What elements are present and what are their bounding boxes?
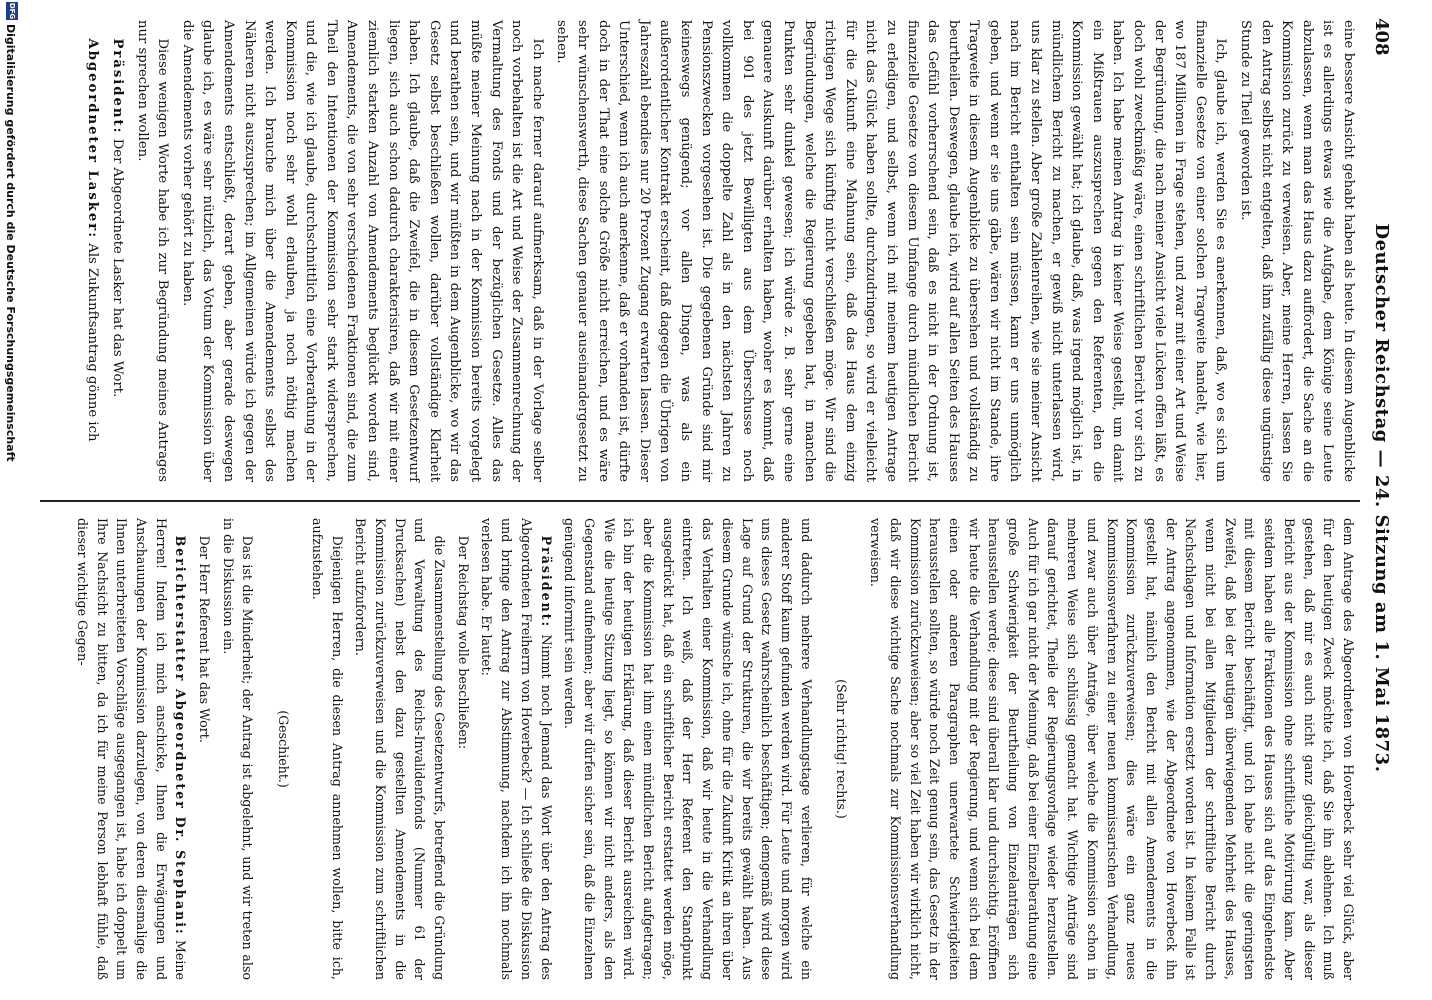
motion-text: Der Reichstag wolle beschließen: bbox=[455, 535, 471, 750]
column-divider bbox=[40, 500, 1360, 502]
paragraph: Das ist die Minderheit; der Antrag ist abgelehnt, und wir treten also in die Diskussion ein. bbox=[220, 518, 256, 980]
right-column bbox=[68, 518, 1358, 980]
paragraph: Ich, glaube ich, werden Sie es anerkennen, daß, wo es sich um finanzielle Gesetze von einer solchen Tragweite handelt, wie hier, wo 187 Millionen in Frage stehen, und zwar mit einer Art und Weise der Begründung, die nach meiner Ansicht viele Lücken offen läßt, es doch wohl zweckmäßig wäre, einen schriftlichen Bericht vor sich zu haben. Ich habe meinen Antrag in keiner Weise gestellt, um damit ein Mißtrauen auszusprechen gegen den Referenten, den die Kommission gewählt hat; ich glaube, daß, was irgend möglich ist, in mündlichem Bericht zu machen, er gewiß nicht unterlassen wird, uns klar zu stellen. Aber große Zahlenreihen, wie sie meiner Ansicht nach im Bericht enthalten sein müssen, kann er uns unmöglich geben, und wenn er sie uns gäbe, wären wir nicht im Stande, ihre Tragweite in diesem Augenblicke zu übersehen und vollständig zu beurtheilen. Deswegen, glaube ich, wird auf allen Seiten des Hauses das Gefühl vorherrschend sein, daß es nicht in der Ordnung ist, finanzielle Gesetze von diesem Umfange durch mündlichen Bericht zu erledigen, und selbst, wenn ich mit meinem heutigen Antrage nicht das Glück haben sollte, durchzudringen, so wird er vielleicht für die Zukunft eine Mahnung sein, daß das Haus dem einzig richtigen Wege sich künftig nicht verschließen möge. Wir sind die Begründungen, welche die Regierung gegeben hat, in manchen Punkten sehr dunkel gewesen; ich würde z. B. sehr gerne eine genauere Auskunft darüber erhalten haben, woher es kommt, daß bei 901 des jetzt Bewilligten aus dem Überschusse noch vollkommen die doppelte Zahl als in den nächsten Jahren zu Pensionszwecken vorgesehen ist. Die gegebenen Gründe sind mir keineswegs genügend; vor allen Dingen, was als ein außerordentlicher Kontrakt erscheint, daß dagegen die Übrigen von Jahreszahl ebendies nur 20 Prozent Zugang erwarten lassen. Dieser Unterschied, wenn ich auch anerkenne, daß er vorhanden ist, dürfte doch in der That eine solche Größe nicht erreichen, und es wäre sehr wünschenswerth, diese Sachen genauer auseinandergesetzt zu sehen. bbox=[554, 20, 1229, 482]
paragraph: Ich mache ferner darauf aufmerksam, daß in der Vorlage selber noch vorbehalten ist die Art und Weise der Zusammenrechnung der Vermaltung des Fonds und der bezüglichen Gesetze. Alles das müßte meiner Meinung nach in der Kommission bereits vorgelegt und berathen sein, und wir müßten in dem Augenblicke, wo wir das Gesetz selbst beschließen wollen, darüber vollständige Klarheit haben. Ich glaube, daß die Zweifel, die in diesem Gesetzentwurf liegen, sich auch schon dadurch charakterisiren, daß wir mit einer ziemlich starken Anzahl von Amendements beglückt worden sind, Amendements, die von sehr verschiedenen Fraktionen sind, die zum Theil den Intentionen der Kommission sehr stark widersprechen, und die, wie ich glaube, durchschnittlich eine Vorberathung in der Kommission noch sehr wohl erlauben, ja noch nöthig machen werden. Ich brauche mich über die Amendements selbst des Näheren nicht auszusprechen; im Allgemeinen würde ich gegen der Amendements entschließt, derart geben, aber gerade deswegen glaube ich, es wäre sehr nützlich, das Votum der Kommission über die Amendements vorher gehört zu haben. bbox=[179, 20, 545, 482]
speaker-label: Abgeordneter Lasker: bbox=[85, 38, 101, 240]
speaker-label: Präsident: bbox=[109, 38, 125, 135]
speaker-paragraph bbox=[106, 20, 127, 482]
paragraph: Diese wenigen Worte habe ich zur Begründung meines Antrages nur sprechen wollen. bbox=[134, 20, 171, 482]
paragraph: eine bessere Ansicht gehabt haben als heute. In diesem Augenblicke ist es allerdings etwas wie die Aufgabe, dem Könige seine Leute abzulassen, wenn man das Haus dazu auffordert, die Sache an die Kommission zurück zu verweisen. Aber, meine Herren, lassen Sie den Antrag selbst nicht entgelten, daß ihm zufällig diese ungünstige Stunde zu Theil geworden ist. bbox=[1238, 20, 1356, 482]
speaker-paragraph bbox=[477, 518, 556, 980]
paragraph: und dadurch mehrere Verhandlungstage verlieren, für welche ein anderer Stoff kaum gefunden werden wird. Für Leute und morgen wird uns dieses Gesetz wahrscheinlich beschäftigen; demgemäß wird diese Lage auf Grund der Strukturen, die wir bereits gewählt haben. Aus diesem Grunde wünsche ich, ohne für die Zukunft Kritik an ihren über das Verhalten einer Kommission, daß wir heute in die Verhandlung eintreten. Ich weiß, daß der Herr Referent den Standpunkt ausgedrückt hat, daß ein schriftlicher Bericht erstattet werden möge, aber die Kommission hat ihm einen mündlichen Bericht aufgetragen; ich bin der heutigen Erklärung, daß dieser Bericht ausreichen wird. Wie die heutige Sitzung liegt, so können wir nicht anders, als den Gegenstand aufnehmen; aber wir dürfen sicher sein, daß die Einzelnen genügend informirt sein werden. bbox=[562, 518, 814, 980]
speech-text: Nimmt noch Jemand das Wort über den Antrag des Abgeordneten Freiherrn von Hoverbeck? — Ich schließe die Diskussion und bringe den Antrag zur Abstimmung, nachdem ich ihn nochmals verlesen habe. Er lautet: bbox=[479, 518, 554, 980]
speech-text: Als Zukunftsantrag gönne ich bbox=[85, 243, 101, 442]
speaker-label: Präsident: bbox=[538, 535, 554, 629]
speaker-paragraph bbox=[72, 518, 190, 980]
page-title: Deutscher Reichstag — 24. Sitzung am 1. Mai 1873. bbox=[1371, 223, 1392, 773]
page-header bbox=[1364, 18, 1394, 978]
speech-text: Meine Herren! Indem ich mich anschicke, Ihnen die Erwägungen und Anschauungen der Kommission darzulegen, von deren diesmalige die Ihnen unterbreiteten Vorschläge ausgegangen ist, habe ich doppelt um Ihre Nachsicht zu bitten, da ich für meine Person lebhaft fühle, daß dieser wichtige Gegen- bbox=[74, 518, 189, 980]
speaker-label: Berichterstatter Abgeordneter Dr. Stephani: bbox=[173, 535, 189, 936]
left-column bbox=[78, 20, 1358, 482]
paragraph: dem Antrage des Abgeordneten von Hoverbeck sehr viel Glück, aber für den heutigen Zweck möchte ich, daß Sie ihn ablehnen. Ich muß gestehen, daß mir es auch nicht ganz gleichgültig war, als dieser Bericht aus der Kommission ohne schriftliche Motivirung kam. Aber seitdem haben alle Fraktionen des Hauses sich auf das Eingehendste mit diesem Bericht beschäftigt, und ich habe nicht die geringsten Zweifel, daß bei der heutigen überwiegenden Mehrheit des Hauses, wenn nicht bei allen Mitgliedern der schriftliche Bericht durch Nachschlagen und Information ersetzt worden ist. In keinem Falle ist der Antrag angenommen, wie der Abgeordnete von Hoverbeck ihn gestellt hat, nämlich den Bericht mit allen Amendements in die Kommission zurückzuverweisen; dies wäre ein ganz neues Kommissionsverfahren zu einer neuen kommissarischen Verhandlung, und zwar auch über Anträge, über welche die Kommission schon in mehreren Weise sich schlüssig gemacht hat. Wichtige Anträge sind darauf gerichtet, Theile der Regierungsvorlage wieder herzustellen. Auch für ich gar nicht der Meinung, daß bei einer Einzelberathung eine große Schwierigkeit der Beurtheilung von Einzelanträgen sich herausstellen werde; diese sind überall klar und durchsichtig. Eröffnen wir heute die Verhandlung mit der Regierung, und wenn sich bei dem einen oder anderen Paragraphen unerwartete Schwierigkeiten herausstellen sollten, so würde noch Zeit genug sein, das Gesetz in der Kommission zurückzuweisen; aber so viel Zeit haben wir wirklich nicht, daß wir diese wichtige Sache nochmals zur Kommissionsverhandlung verweisen. bbox=[868, 518, 1356, 980]
digitization-credit bbox=[0, 0, 22, 1000]
speaker-paragraph bbox=[82, 20, 103, 482]
page-number: 408 bbox=[1371, 18, 1392, 56]
motion-text: Diejenigen Herren, die diesen Antrag annehmen wollen, bitte ich, aufzustehen. bbox=[309, 518, 345, 980]
motion-text: die Zusammenstellung des Gesetzentwurfs, betreffend die Gründung und Verwaltung des Reichs-Invalidenfonds (Nummer 61 der Drucksachen) nebst den dazu gestellten Amendements in die Kommission zurückzuverweisen und die Kommission zum schriftlichen Bericht aufzufordern. bbox=[353, 518, 448, 980]
credit-text: Digitalisierung gefördert durch die Deutsche Forschungsgemeinschaft bbox=[4, 24, 17, 462]
speech-text: Der Abgeordnete Lasker hat das Wort. bbox=[109, 138, 125, 398]
paragraph: Der Herr Referent hat das Wort. bbox=[197, 535, 213, 743]
dfg-logo: DFG bbox=[8, 2, 16, 20]
interjection: (Sehr richtig! rechts.) bbox=[834, 679, 850, 819]
interjection: (Geschieht.) bbox=[276, 710, 292, 788]
